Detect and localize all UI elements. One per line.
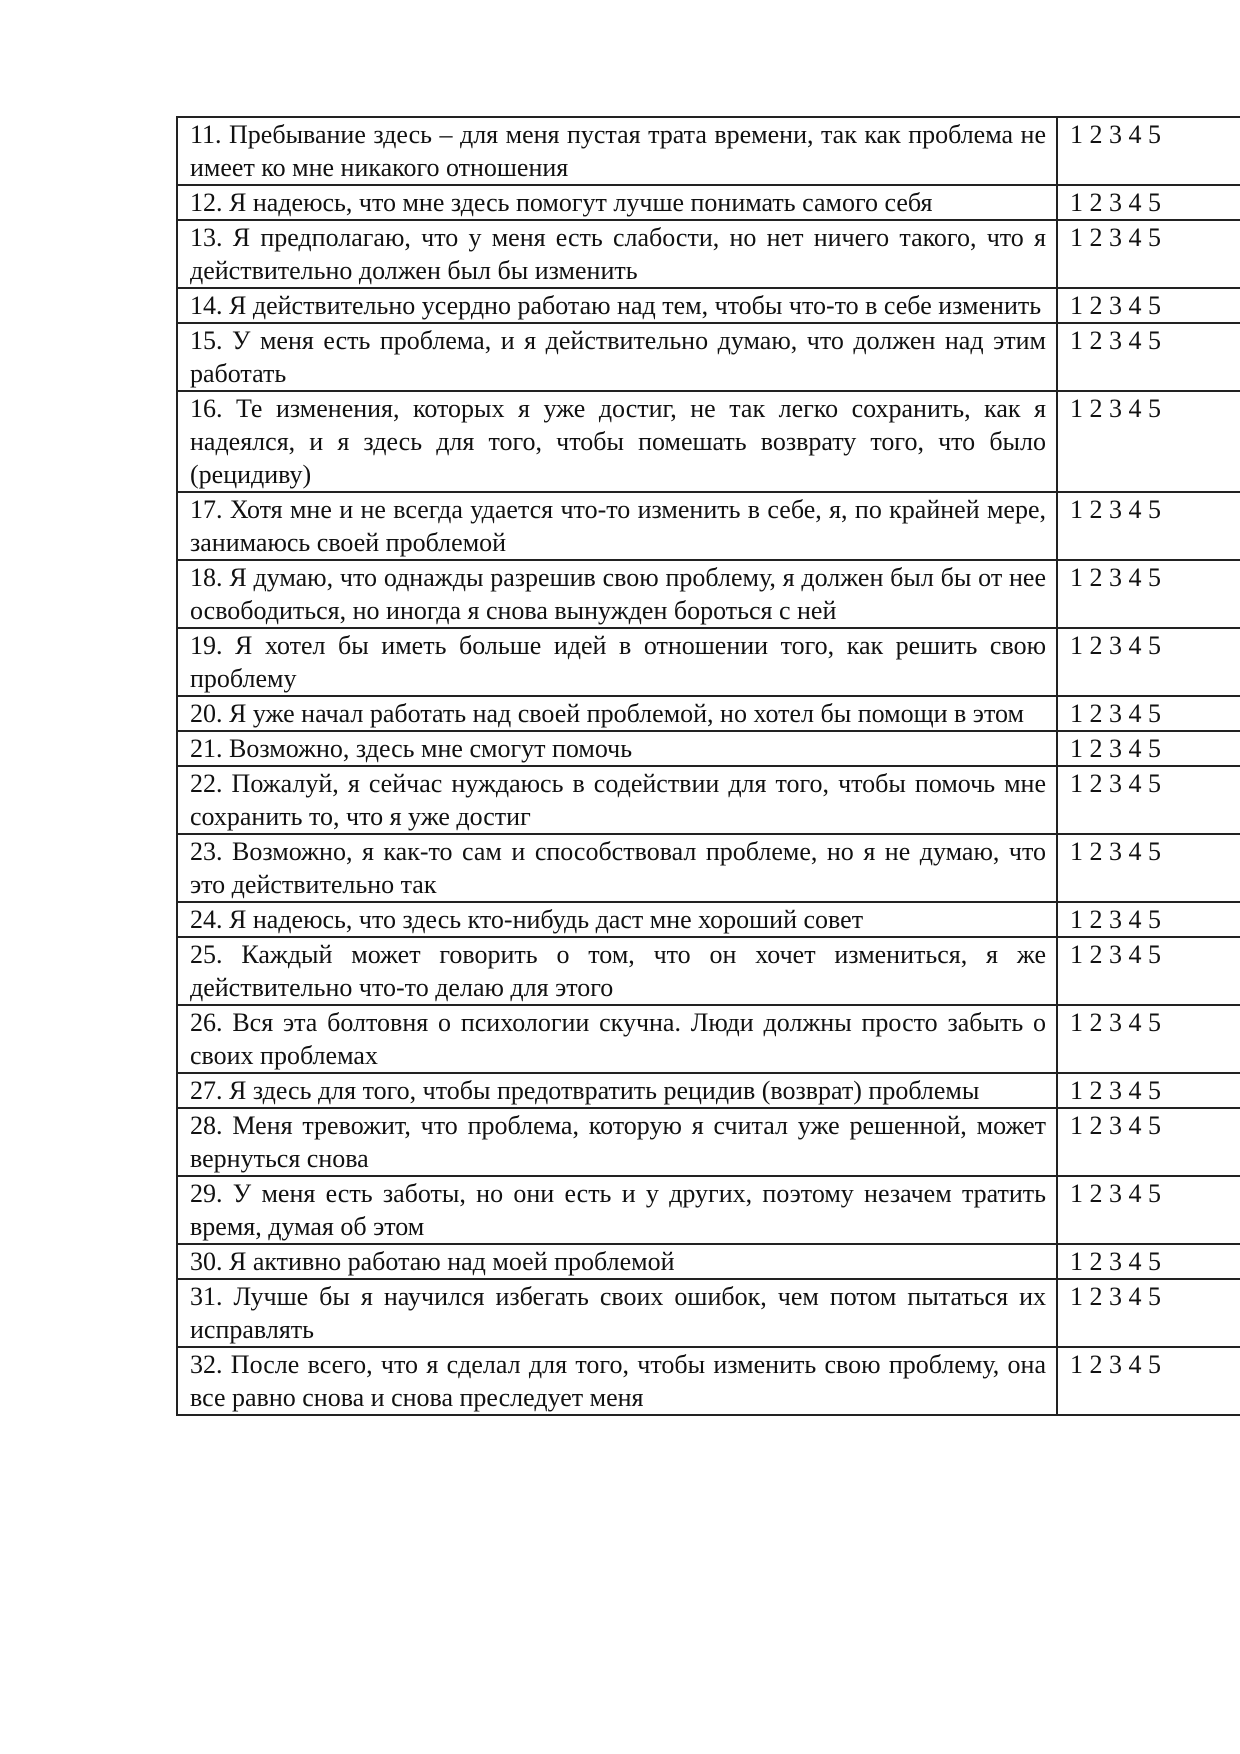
item-text-cell [177,1279,1057,1347]
table-row [177,1347,1240,1415]
item-text: 21. Возможно, здесь мне смогут помочь [190,734,633,763]
item-text-cell [177,1073,1057,1108]
item-text-cell [177,937,1057,1005]
table-row [177,628,1240,696]
item-text: 30. Я активно работаю над моей проблемой [190,1247,675,1276]
table-row [177,696,1240,731]
rating-scale: 1 2 3 4 5 [1070,291,1161,320]
rating-scale-cell [1057,696,1240,731]
item-text-cell [177,766,1057,834]
table-row [177,834,1240,902]
table-row [177,560,1240,628]
item-text-cell [177,731,1057,766]
rating-scale: 1 2 3 4 5 [1070,1008,1161,1037]
table-row [177,902,1240,937]
rating-scale: 1 2 3 4 5 [1070,1076,1161,1105]
rating-scale: 1 2 3 4 5 [1070,1179,1161,1208]
item-text-cell [177,834,1057,902]
item-text-cell [177,323,1057,391]
rating-scale: 1 2 3 4 5 [1070,699,1161,728]
item-text: 20. Я уже начал работать над своей проблемой, но хотел бы помощи в этом [190,699,1024,728]
item-text-cell [177,1108,1057,1176]
item-text: 15. У меня есть проблема, и я действительно думаю, что должен над этим работать [190,326,1046,388]
item-text-cell [177,1176,1057,1244]
rating-scale-cell [1057,185,1240,220]
rating-scale: 1 2 3 4 5 [1070,1350,1161,1379]
table-row [177,1005,1240,1073]
rating-scale-cell [1057,1279,1240,1347]
rating-scale-cell [1057,492,1240,560]
item-text-cell [177,1005,1057,1073]
rating-scale: 1 2 3 4 5 [1070,940,1161,969]
table-row [177,391,1240,492]
table-row [177,1279,1240,1347]
rating-scale-cell [1057,1347,1240,1415]
item-text: 23. Возможно, я как-то сам и способствовал проблеме, но я не думаю, что это действительно так [190,837,1046,899]
table-row [177,1244,1240,1279]
table-row [177,937,1240,1005]
item-text: 17. Хотя мне и не всегда удается что-то изменить в себе, я, по крайней мере, занимаюсь своей проблемой [190,495,1046,557]
rating-scale: 1 2 3 4 5 [1070,188,1161,217]
item-text: 24. Я надеюсь, что здесь кто-нибудь даст мне хороший совет [190,905,864,934]
item-text: 26. Вся эта болтовня о психологии скучна. Люди должны просто забыть о своих проблемах [190,1008,1046,1070]
item-text: 28. Меня тревожит, что проблема, которую я считал уже решенной, может вернуться снова [190,1111,1046,1173]
item-text-cell [177,1347,1057,1415]
item-text-cell [177,185,1057,220]
rating-scale: 1 2 3 4 5 [1070,734,1161,763]
table-row [177,1073,1240,1108]
item-text: 31. Лучше бы я научился избегать своих ошибок, чем потом пытаться их исправлять [190,1282,1046,1344]
item-text-cell [177,117,1057,185]
item-text-cell [177,391,1057,492]
item-text: 13. Я предполагаю, что у меня есть слабости, но нет ничего такого, что я действительно должен был бы изменить [190,223,1046,285]
table-row [177,323,1240,391]
rating-scale: 1 2 3 4 5 [1070,1282,1161,1311]
item-text-cell [177,288,1057,323]
table-row [177,117,1240,185]
item-text: 16. Те изменения, которых я уже достиг, не так легко сохранить, как я надеялся, и я здесь для того, чтобы помешать возврату того, что было (рецидиву) [190,394,1046,489]
rating-scale: 1 2 3 4 5 [1070,120,1161,149]
item-text: 25. Каждый может говорить о том, что он хочет измениться, я же действительно что-то делаю для этого [190,940,1046,1002]
table-row [177,220,1240,288]
table-row [177,185,1240,220]
rating-scale-cell [1057,391,1240,492]
rating-scale-cell [1057,902,1240,937]
rating-scale-cell [1057,288,1240,323]
rating-scale: 1 2 3 4 5 [1070,495,1161,524]
rating-scale: 1 2 3 4 5 [1070,223,1161,252]
rating-scale: 1 2 3 4 5 [1070,631,1161,660]
rating-scale-cell [1057,766,1240,834]
rating-scale: 1 2 3 4 5 [1070,563,1161,592]
rating-scale: 1 2 3 4 5 [1070,905,1161,934]
item-text: 27. Я здесь для того, чтобы предотвратить рецидив (возврат) проблемы [190,1076,980,1105]
item-text: 11. Пребывание здесь – для меня пустая трата времени, так как проблема не имеет ко мне никакого отношения [190,120,1046,182]
rating-scale-cell [1057,731,1240,766]
rating-scale-cell [1057,1176,1240,1244]
rating-scale: 1 2 3 4 5 [1070,837,1161,866]
rating-scale-cell [1057,117,1240,185]
rating-scale-cell [1057,323,1240,391]
table-row [177,492,1240,560]
questionnaire-table [176,116,1240,1416]
rating-scale-cell [1057,1005,1240,1073]
rating-scale-cell [1057,1244,1240,1279]
item-text: 32. После всего, что я сделал для того, чтобы изменить свою проблему, она все равно снова и снова преследует меня [190,1350,1046,1412]
item-text-cell [177,492,1057,560]
rating-scale-cell [1057,220,1240,288]
item-text: 22. Пожалуй, я сейчас нуждаюсь в содействии для того, чтобы помочь мне сохранить то, что я уже достиг [190,769,1046,831]
rating-scale: 1 2 3 4 5 [1070,326,1161,355]
rating-scale-cell [1057,1108,1240,1176]
item-text: 12. Я надеюсь, что мне здесь помогут лучше понимать самого себя [190,188,933,217]
table-row [177,731,1240,766]
rating-scale-cell [1057,937,1240,1005]
item-text-cell [177,628,1057,696]
rating-scale-cell [1057,560,1240,628]
item-text: 14. Я действительно усердно работаю над тем, чтобы что-то в себе изменить [190,291,1042,320]
rating-scale-cell [1057,628,1240,696]
rating-scale: 1 2 3 4 5 [1070,769,1161,798]
table-row [177,1108,1240,1176]
rating-scale: 1 2 3 4 5 [1070,1247,1161,1276]
table-row [177,766,1240,834]
item-text-cell [177,696,1057,731]
rating-scale-cell [1057,1073,1240,1108]
rating-scale: 1 2 3 4 5 [1070,1111,1161,1140]
item-text: 18. Я думаю, что однажды разрешив свою проблему, я должен был бы от нее освободиться, но иногда я снова вынужден бороться с ней [190,563,1046,625]
item-text-cell [177,1244,1057,1279]
item-text: 29. У меня есть заботы, но они есть и у других, поэтому незачем тратить время, думая об этом [190,1179,1046,1241]
item-text: 19. Я хотел бы иметь больше идей в отношении того, как решить свою проблему [190,631,1046,693]
item-text-cell [177,560,1057,628]
questionnaire-body [177,117,1240,1415]
item-text-cell [177,902,1057,937]
rating-scale-cell [1057,834,1240,902]
rating-scale: 1 2 3 4 5 [1070,394,1161,423]
item-text-cell [177,220,1057,288]
table-row [177,288,1240,323]
table-row [177,1176,1240,1244]
